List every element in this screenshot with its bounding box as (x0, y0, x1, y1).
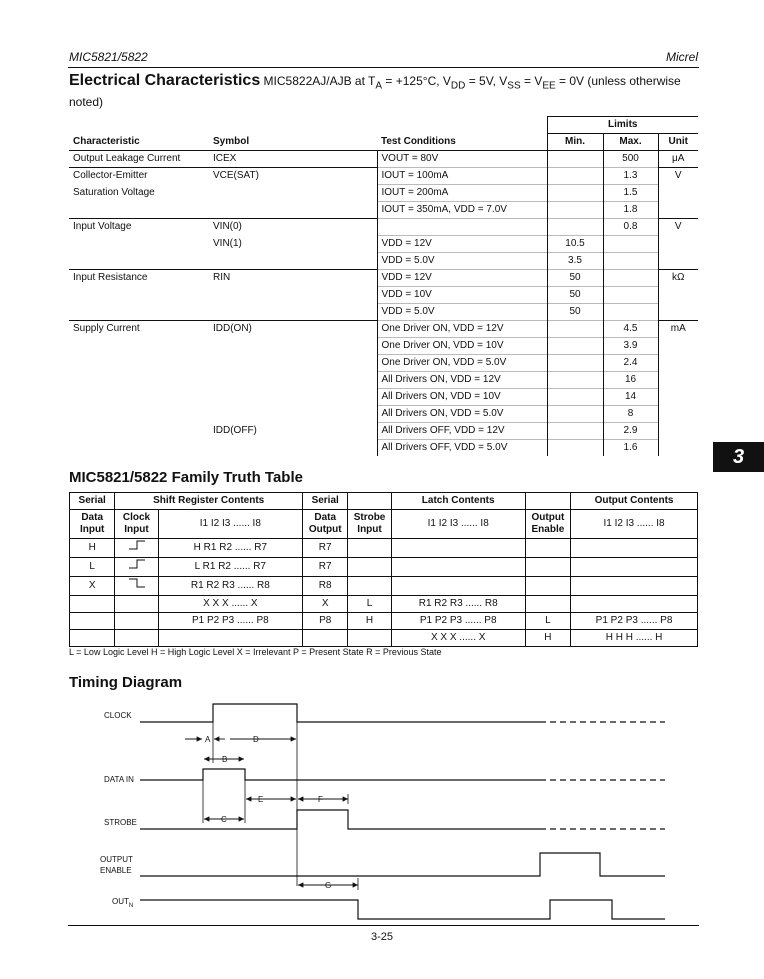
ec-row (69, 168, 698, 185)
tt-row (70, 630, 698, 647)
ec-test-condition: All Drivers ON, VDD = 10V (377, 389, 547, 406)
ec-row (69, 151, 698, 168)
ec-test-condition: VDD = 10V (377, 287, 547, 304)
tt-strobe-cell: L (348, 596, 391, 613)
ec-unit: mA (658, 321, 698, 338)
tt-clock-input: Clock Input (115, 510, 158, 539)
tt-row (70, 539, 698, 558)
ec-min (547, 355, 603, 372)
ec-max (603, 304, 658, 321)
ec-unit: kΩ (658, 270, 698, 287)
strobe-wave (140, 810, 540, 829)
ec-max: 2.4 (603, 355, 658, 372)
ec-min: 10.5 (547, 236, 603, 253)
ec-row (69, 440, 698, 457)
ec-characteristic: Input Voltage (69, 219, 209, 236)
outn-wave (140, 900, 665, 919)
ec-unit (658, 287, 698, 304)
ec-min (547, 321, 603, 338)
ec-symbol (209, 185, 377, 202)
ec-row (69, 236, 698, 253)
subtitle-text: = 0V (unless otherwise noted) (69, 74, 681, 110)
ec-unit (658, 406, 698, 423)
page-number: 3-25 (370, 931, 394, 943)
tt-data-output-cell (303, 630, 348, 647)
tt-data-output-cell: R8 (303, 577, 348, 596)
ec-max: 0.8 (603, 219, 658, 236)
tt-shift-register: Shift Register Contents (115, 493, 303, 510)
ec-unit (658, 236, 698, 253)
tt-clock-cell (115, 596, 158, 613)
tt-data-input: Data Input (70, 510, 115, 539)
ec-row (69, 185, 698, 202)
tt-latch-cell: P1 P2 P3 ...... P8 (391, 613, 525, 630)
tt-shift-cell: P1 P2 P3 ...... P8 (158, 613, 302, 630)
ec-characteristic (69, 355, 209, 372)
ec-unit (658, 355, 698, 372)
subtitle-sub: SS (507, 80, 521, 92)
tt-clock-cell (115, 630, 158, 647)
ec-unit (658, 304, 698, 321)
ec-test-condition: IOUT = 350mA, VDD = 7.0V (377, 202, 547, 219)
tt-latch: Latch Contents (391, 493, 525, 510)
tt-data-output: Data Output (303, 510, 348, 539)
tt-clock-cell (115, 539, 158, 558)
ec-min: 50 (547, 287, 603, 304)
ec-min (547, 423, 603, 440)
ec-test-condition: VDD = 5.0V (377, 253, 547, 270)
ec-max (603, 270, 658, 287)
tt-output-enable: Output Enable (525, 510, 570, 539)
col-test-conditions: Test Conditions (377, 134, 547, 151)
tt-output-enable-cell (525, 577, 570, 596)
header-left: MIC5821/5822 (69, 50, 148, 64)
label-clock: CLOCK (104, 711, 132, 720)
ec-test-condition: IOUT = 100mA (377, 168, 547, 185)
section-heading (69, 73, 689, 110)
ec-test-condition: One Driver ON, VDD = 12V (377, 321, 547, 338)
ec-test-condition: All Drivers OFF, VDD = 12V (377, 423, 547, 440)
tt-data-output-cell: R7 (303, 539, 348, 558)
ec-characteristic (69, 202, 209, 219)
ec-unit (658, 253, 698, 270)
tt-strobe-cell (348, 577, 391, 596)
tt-output-enable-cell: L (525, 613, 570, 630)
label-strobe: STROBE (104, 818, 137, 827)
tt-latch-cell (391, 539, 525, 558)
clock-edge-rise-icon (127, 558, 147, 570)
tt-row (70, 577, 698, 596)
ec-unit (658, 440, 698, 457)
tt-i-cols-out: I1 I2 I3 ...... I8 (571, 510, 698, 539)
ec-unit (658, 389, 698, 406)
ec-characteristic: Saturation Voltage (73, 187, 155, 198)
tt-clock-cell (115, 558, 158, 577)
tt-strobe-cell: H (348, 613, 391, 630)
chapter-tab: 3 (713, 442, 764, 472)
ec-test-condition (377, 219, 547, 236)
tt-data-input-cell (70, 596, 115, 613)
tt-latch-cell (391, 577, 525, 596)
ec-test-condition: VOUT = 80V (377, 151, 547, 168)
ec-row (69, 219, 698, 236)
ec-min (547, 219, 603, 236)
col-max: Max. (603, 134, 658, 151)
ec-symbol: IDD(OFF) (213, 425, 257, 436)
ec-max (603, 253, 658, 270)
ec-test-condition: VDD = 5.0V (377, 304, 547, 321)
tt-latch-cell: R1 R2 R3 ...... R8 (391, 596, 525, 613)
ec-test-condition: VDD = 12V (377, 270, 547, 287)
tt-output-cell (571, 539, 698, 558)
col-symbol: Symbol (209, 134, 377, 151)
ec-symbol (209, 287, 377, 304)
timing-diagram-title: Timing Diagram (69, 674, 183, 691)
ec-row (69, 372, 698, 389)
col-characteristic: Characteristic (69, 134, 209, 151)
clock-edge-fall-icon (127, 577, 147, 589)
ec-row (69, 355, 698, 372)
ec-symbol (209, 338, 377, 355)
marker-e: E (258, 795, 264, 804)
ec-min (547, 168, 603, 185)
tt-row (70, 558, 698, 577)
ec-max: 1.8 (603, 202, 658, 219)
ec-row (69, 270, 698, 287)
marker-f: F (318, 795, 323, 804)
col-min: Min. (547, 134, 603, 151)
output-enable-wave (140, 853, 665, 876)
col-unit: Unit (658, 134, 698, 151)
data-in-wave (140, 769, 540, 780)
subtitle-text: = 5V, V (465, 74, 508, 88)
tt-data-input-cell: H (70, 539, 115, 558)
tt-i-cols-sr: I1 I2 I3 ...... I8 (158, 510, 302, 539)
ec-max: 2.9 (603, 423, 658, 440)
tt-output-cell (571, 577, 698, 596)
ec-unit: V (658, 219, 698, 236)
ec-characteristic (69, 287, 209, 304)
clock-wave (140, 704, 540, 722)
tt-shift-cell: R1 R2 R3 ...... R8 (158, 577, 302, 596)
tt-row (70, 596, 698, 613)
ec-characteristic (69, 372, 209, 389)
tt-output-cell (571, 558, 698, 577)
ec-characteristic (69, 338, 209, 355)
section-title: Electrical Characteristics (69, 72, 261, 89)
ec-unit (658, 423, 698, 440)
header-right: Micrel (666, 50, 698, 64)
ec-symbol: VIN(1) (213, 238, 242, 249)
ec-characteristic: Supply Current (69, 321, 209, 338)
ec-max: 3.9 (603, 338, 658, 355)
ec-characteristic (69, 389, 209, 406)
tt-strobe-cell (348, 539, 391, 558)
ec-max: 14 (603, 389, 658, 406)
tt-strobe-cell (348, 630, 391, 647)
tt-data-output-cell: X (303, 596, 348, 613)
tt-latch-cell: X X X ...... X (391, 630, 525, 647)
header-rule (68, 67, 699, 68)
tt-output-cell: P1 P2 P3 ...... P8 (571, 613, 698, 630)
ec-symbol (209, 372, 377, 389)
ec-symbol: IDD(ON) (209, 321, 377, 338)
tt-serial: Serial (70, 493, 115, 510)
ec-row (69, 406, 698, 423)
ec-row (69, 338, 698, 355)
ec-characteristic (69, 406, 209, 423)
tt-data-input-cell: X (70, 577, 115, 596)
ec-test-condition: One Driver ON, VDD = 5.0V (377, 355, 547, 372)
ec-row (69, 287, 698, 304)
ec-row (69, 202, 698, 219)
ec-min (547, 372, 603, 389)
ec-max: 1.3 (603, 168, 658, 185)
ec-symbol: VCE(SAT) (209, 168, 377, 185)
marker-c: C (221, 815, 227, 824)
ec-min (547, 406, 603, 423)
subtitle-text: = V (520, 74, 543, 88)
subtitle-sub: A (375, 80, 383, 92)
subtitle-text: = +125°C, V (382, 74, 451, 88)
marker-a: A (205, 735, 211, 744)
ec-symbol (209, 202, 377, 219)
tt-output-cell: H H H ...... H (571, 630, 698, 647)
tt-shift-cell: H R1 R2 ...... R7 (158, 539, 302, 558)
ec-test-condition: VDD = 12V (377, 236, 547, 253)
ec-max (603, 236, 658, 253)
ec-row (69, 304, 698, 321)
ec-max: 500 (603, 151, 658, 168)
tt-serial-2: Serial (303, 493, 348, 510)
ec-unit (658, 338, 698, 355)
ec-max: 16 (603, 372, 658, 389)
subtitle-sub: EE (542, 80, 556, 92)
tt-output-enable-cell (525, 596, 570, 613)
ec-symbol (209, 389, 377, 406)
marker-b: B (222, 755, 228, 764)
tt-latch-cell (391, 558, 525, 577)
ec-test-condition: One Driver ON, VDD = 10V (377, 338, 547, 355)
ec-max (603, 287, 658, 304)
ec-symbol (209, 253, 377, 270)
ec-characteristic (69, 236, 209, 253)
ec-test-condition: All Drivers OFF, VDD = 5.0V (377, 440, 547, 457)
ec-min: 3.5 (547, 253, 603, 270)
ec-symbol (209, 406, 377, 423)
tt-data-output-cell: R7 (303, 558, 348, 577)
truth-table-title: MIC5821/5822 Family Truth Table (69, 469, 303, 486)
marker-d: D (253, 735, 259, 744)
label-enable: ENABLE (100, 866, 132, 875)
tt-data-input-cell: L (70, 558, 115, 577)
ec-characteristic (69, 440, 209, 457)
ec-symbol (209, 440, 377, 457)
subtitle-sub: DD (450, 80, 466, 92)
ec-test-condition: All Drivers ON, VDD = 5.0V (377, 406, 547, 423)
ec-symbol: RIN (209, 270, 377, 287)
clock-edge-rise-icon (127, 539, 147, 551)
ec-min (547, 151, 603, 168)
marker-g: G (325, 881, 332, 890)
tt-shift-cell: X X X ...... X (158, 596, 302, 613)
footer-rule (68, 925, 699, 926)
tt-data-input-cell (70, 630, 115, 647)
ec-row (69, 253, 698, 270)
tt-shift-cell: L R1 R2 ...... R7 (158, 558, 302, 577)
ec-characteristic: Input Resistance (69, 270, 209, 287)
ec-test-condition: IOUT = 200mA (377, 185, 547, 202)
ec-row (69, 423, 698, 440)
ec-unit: μA (658, 151, 698, 168)
electrical-characteristics-table (69, 116, 698, 456)
ec-symbol: VIN(0) (209, 219, 377, 236)
label-outn: $OUT_N$ (112, 897, 134, 909)
ec-characteristic (69, 304, 209, 321)
tt-output-enable-cell: H (525, 630, 570, 647)
tt-output-enable-cell (525, 558, 570, 577)
ec-max: 1.6 (603, 440, 658, 457)
label-output: OUTPUT (100, 855, 133, 864)
tt-output-cell (571, 596, 698, 613)
ec-min: 50 (547, 270, 603, 287)
tt-output-contents: Output Contents (571, 493, 698, 510)
ec-symbol: ICEX (213, 153, 237, 164)
ec-unit (658, 202, 698, 219)
ec-characteristic (69, 423, 209, 440)
subtitle-text: MIC5822AJ/AJB at T (260, 74, 376, 88)
ec-unit: V (658, 168, 698, 185)
ec-min (547, 202, 603, 219)
ec-max: 8 (603, 406, 658, 423)
ec-symbol (209, 304, 377, 321)
limits-header: Limits (547, 117, 698, 134)
tt-data-input-cell (70, 613, 115, 630)
ec-symbol (209, 355, 377, 372)
ec-characteristic: Output Leakage Current (73, 153, 181, 164)
ec-min (547, 185, 603, 202)
tt-strobe-input: Strobe Input (348, 510, 391, 539)
ec-min (547, 389, 603, 406)
tt-strobe-cell (348, 558, 391, 577)
tt-clock-cell (115, 577, 158, 596)
tt-data-output-cell: P8 (303, 613, 348, 630)
ec-row (69, 389, 698, 406)
ec-test-condition: All Drivers ON, VDD = 12V (377, 372, 547, 389)
label-data-in: DATA IN (104, 775, 134, 784)
timing-diagram (0, 690, 764, 922)
ec-characteristic (69, 253, 209, 270)
tt-shift-cell (158, 630, 302, 647)
tt-row (70, 613, 698, 630)
tt-output-enable-cell (525, 539, 570, 558)
ec-row (69, 321, 698, 338)
ec-characteristic: Collector-Emitter (69, 168, 209, 185)
ec-unit (658, 185, 698, 202)
ec-max: 1.5 (603, 185, 658, 202)
truth-table-legend: L = Low Logic Level H = High Logic Level X = Irrelevant P = Present State R = Previous State (69, 647, 442, 657)
truth-table (69, 492, 698, 647)
ec-max: 4.5 (603, 321, 658, 338)
ec-min (547, 338, 603, 355)
ec-min: 50 (547, 304, 603, 321)
ec-min (547, 440, 603, 457)
ec-unit (658, 372, 698, 389)
tt-i-cols-latch: I1 I2 I3 ...... I8 (391, 510, 525, 539)
tt-clock-cell (115, 613, 158, 630)
